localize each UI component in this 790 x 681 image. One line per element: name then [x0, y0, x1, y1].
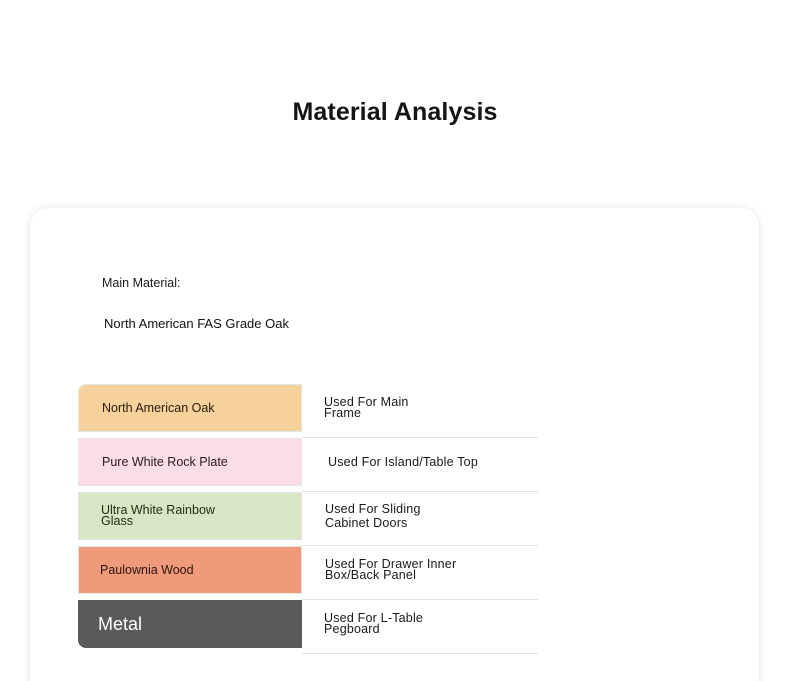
material-swatch [78, 600, 302, 648]
material-name: Paulownia Wood [100, 562, 194, 577]
materials-table [78, 384, 538, 654]
material-usage: Used For Island/Table Top [328, 454, 478, 469]
material-name: Metal [98, 614, 143, 634]
material-row [78, 492, 538, 540]
material-row [78, 546, 538, 594]
material-row [78, 384, 538, 432]
material-swatch [78, 492, 302, 540]
material-name: Pure White Rock Plate [102, 454, 228, 469]
material-usage: Used For Main Frame [324, 395, 409, 420]
material-name: Ultra White Rainbow Glass [101, 503, 215, 528]
main-material-label: Main Material: [102, 276, 181, 290]
page-title: Material Analysis [292, 98, 498, 126]
material-usage: Used For Drawer Inner Box/Back Panel [325, 557, 457, 582]
material-card [30, 208, 759, 681]
material-swatch [78, 546, 302, 594]
main-material-value: North American FAS Grade Oak [104, 316, 289, 331]
material-row [78, 438, 538, 486]
material-swatch [78, 384, 302, 432]
material-swatch [78, 438, 302, 486]
material-usage: Used For L-Table Pegboard [324, 611, 424, 636]
material-usage: Used For Sliding Cabinet Doors [325, 502, 421, 530]
material-row [78, 600, 538, 648]
material-name: North American Oak [102, 400, 215, 415]
